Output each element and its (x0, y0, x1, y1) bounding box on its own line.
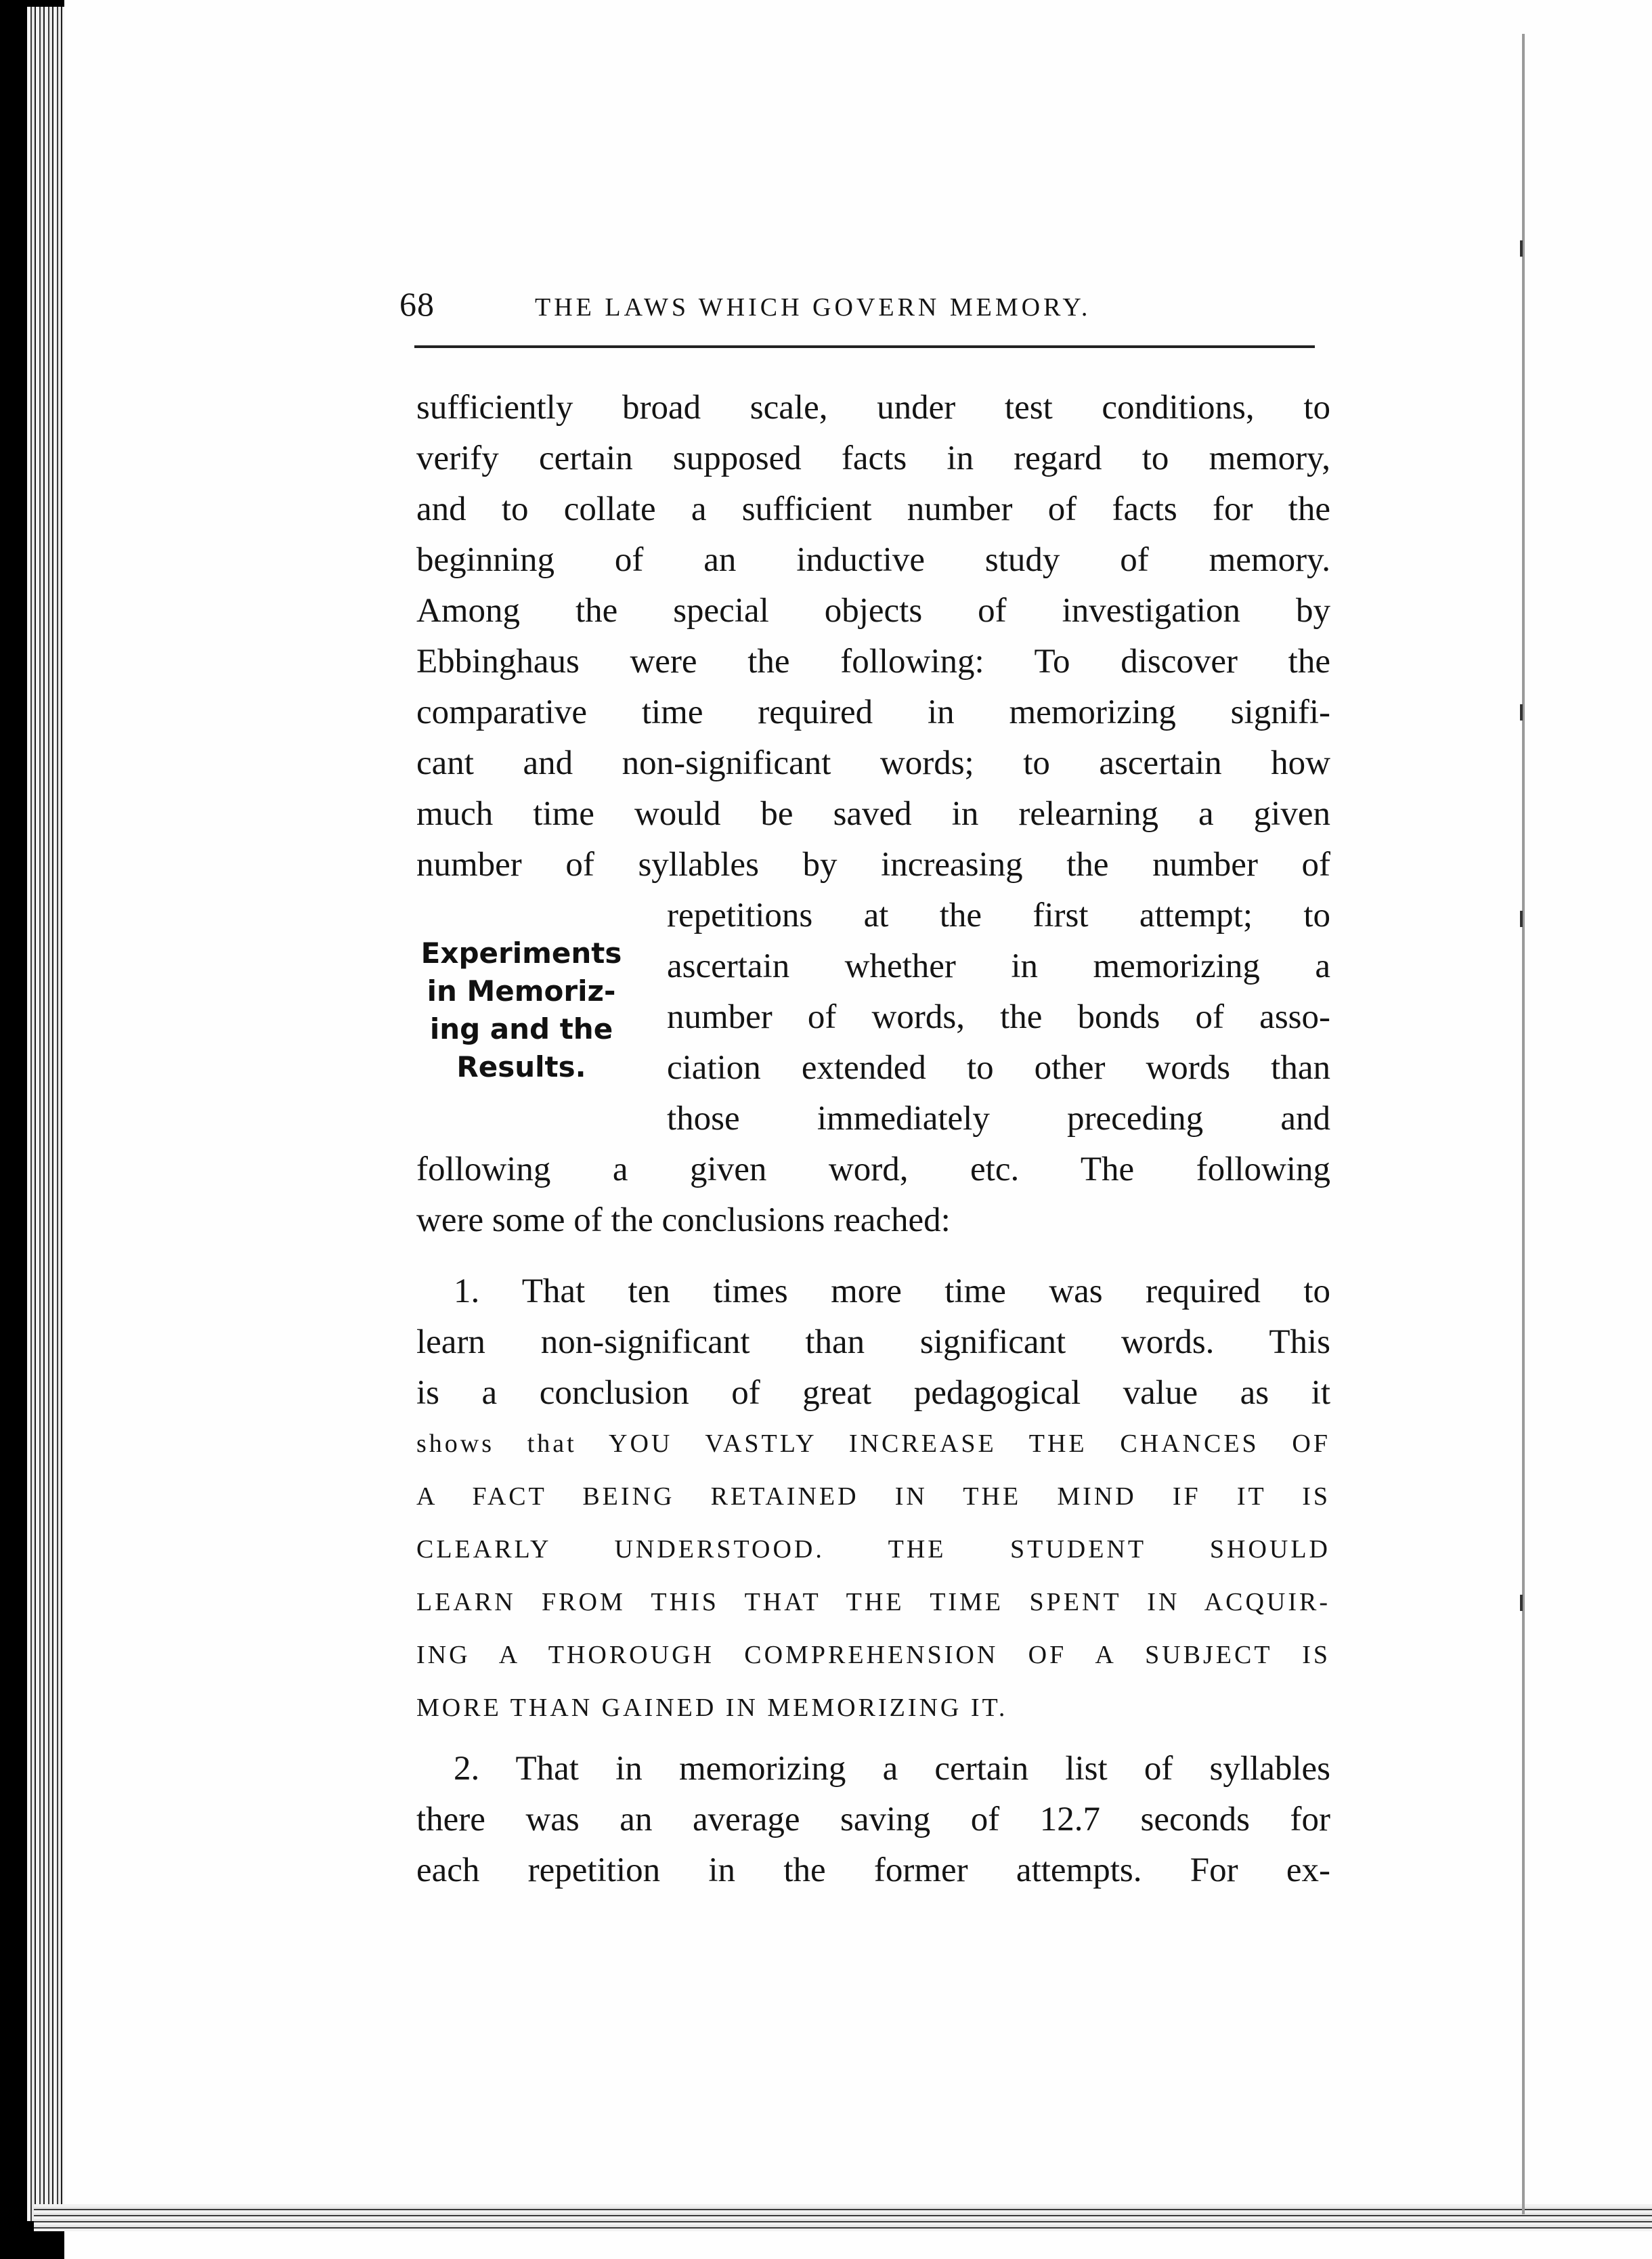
text-line: Ebbinghaus were the following: To discover the (416, 643, 1330, 681)
text-line: each repetition in the former attempts. For ex- (416, 1851, 1330, 1889)
text-line: much time would be saved in relearning a given (416, 795, 1330, 833)
text-line: comparative time required in memorizing signifi- (416, 693, 1330, 731)
text-line: cant and non-significant words; to ascertain how (416, 744, 1330, 782)
edge-mark (1520, 240, 1523, 257)
text-line: 2. That in memorizing a certain list of syllables (454, 1750, 1330, 1788)
text-line: ascertain whether in memorizing a (667, 947, 1330, 985)
text-line: were some of the conclusions reached: (416, 1201, 951, 1239)
text-line: verify certain supposed facts in regard to memory, (416, 439, 1330, 477)
caps-line: ING A THOROUGH COMPREHENSION OF A SUBJECT IS (416, 1641, 1330, 1669)
text-line: ciation extended to other words than (667, 1049, 1330, 1087)
edge-mark (1520, 911, 1523, 927)
side-note-line: Experiments (420, 937, 622, 970)
text-line: sufficiently broad scale, under test conditions, to (416, 389, 1330, 427)
edge-mark (1520, 1595, 1523, 1611)
text-line: those immediately preceding and (667, 1100, 1330, 1138)
header-rule (414, 345, 1315, 348)
caps-line: A FACT BEING RETAINED IN THE MIND IF IT IS (416, 1482, 1330, 1511)
bottom-page-edges (34, 2204, 1652, 2231)
text-line: and to collate a sufficient number of facts for the (416, 490, 1330, 528)
side-note-line: in Memoriz- (427, 974, 616, 1008)
side-note-line: Results. (456, 1050, 586, 1083)
text-line: repetitions at the first attempt; to (667, 897, 1330, 934)
text-line: number of syllables by increasing the number of (416, 846, 1330, 884)
text-line: learn non-significant than significant words. This (416, 1323, 1330, 1361)
edge-mark (1520, 704, 1523, 720)
text-line: number of words, the bonds of asso- (667, 998, 1330, 1036)
text-line: beginning of an inductive study of memory. (416, 541, 1330, 579)
text-line: there was an average saving of 12.7 seconds for (416, 1801, 1330, 1838)
caps-line: MORE THAN GAINED IN MEMORIZING IT. (416, 1694, 1008, 1722)
side-note-line: ing and the (429, 1012, 613, 1046)
text-line: following a given word, etc. The following (416, 1150, 1330, 1188)
text-line: is a conclusion of great pedagogical value as it (416, 1374, 1330, 1412)
text-line: Among the special objects of investigation by (416, 592, 1330, 630)
caps-line: CLEARLY UNDERSTOOD. THE STUDENT SHOULD (416, 1535, 1330, 1564)
running-title: THE LAWS WHICH GOVERN MEMORY. (535, 293, 1091, 322)
page-number: 68 (399, 285, 435, 323)
caps-line: LEARN FROM THIS THAT THE TIME SPENT IN ACQUIR- (416, 1588, 1330, 1616)
side-note (406, 934, 636, 1086)
gutter-line (1522, 34, 1525, 2214)
text-line: 1. That ten times more time was required to (454, 1272, 1330, 1310)
running-head (399, 284, 1334, 339)
caps-line: shows that YOU VASTLY INCREASE THE CHANCES OF (416, 1429, 1330, 1458)
